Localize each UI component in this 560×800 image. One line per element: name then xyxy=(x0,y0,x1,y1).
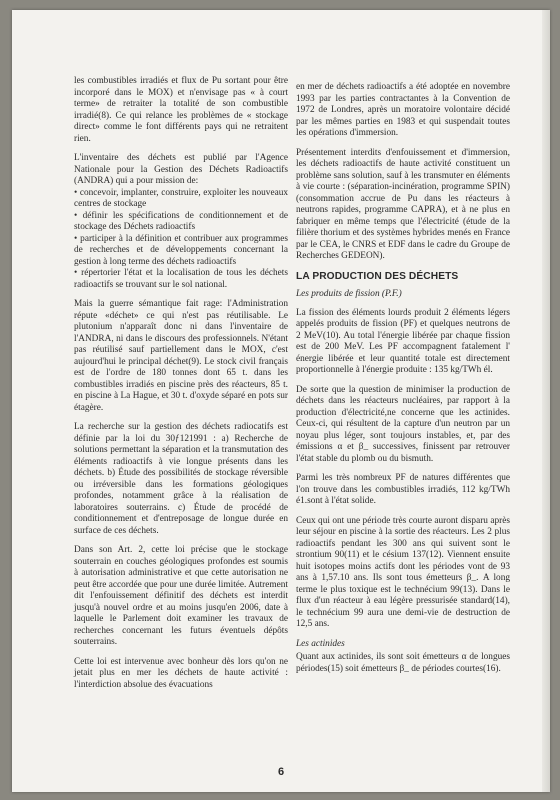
subsection-heading: Les produits de fission (P.F.) xyxy=(296,289,402,299)
paragraph: Cette loi est intervenue avec bonheur dès lors qu'on ne jetait plus en mer les déchets de haute activité : l'interdiction absolue des évacuations xyxy=(74,656,288,690)
list-item: • participer à la définition et contribuer aux programmes de recherches et de développements concernant la gestion à long terme des déchets radioactifs xyxy=(74,233,288,267)
page-number: 6 xyxy=(277,766,285,778)
paragraph: La recherche sur la gestion des déchets radiocatifs est définie par la loi du 30ƒ121991 : a) Recherche de solutions permettant la séparation et la transmutation des éléments radioactifs à vie longue présents dans les déchets. b) Étude des possibilités de stockage réversible ou irréversible dans les formations géologiques profondes, notamment grâce à la réalisation de laboratoires souterrains. c) Étude de procédé de conditionnement et d'entreposage de longue durée en surface de ces déchets. xyxy=(74,422,288,536)
section-heading: LA PRODUCTION DES DÉCHETS xyxy=(296,270,459,282)
paragraph: Mais la guerre sémantique fait rage: l'Administration répute «déchet» ce qui n'est pas réutilisable. Le plutonium n'apparaît donc ni dans l'inventaire de l'ANDRA, ni dans le discours des professionnels. N'étant pas réutilisé sauf partiellement dans le MOX, c'est aujourd'hui le principal déchet(9). Le stock civil français est de l'ordre de 180 tonnes dont 65 t. dans les combustibles irradiés en piscine près des réacteurs, 85 t. en piscine à La Hague, et 30 t. d'oxyde séparé en pots sur étagère. xyxy=(74,299,288,413)
paragraph: Quant aux actinides, ils sont soit émetteurs α de longues périodes(15) soit émetteurs β_ de périodes courtes(16). xyxy=(296,652,510,674)
list-item: • répertorier l'état et la localisation de tous les déchets radioactifs se trouvant sur le sol national. xyxy=(74,268,288,290)
paragraph: De sorte que la question de minimiser la production de déchets dans les réacteurs nucléaires, par rapport à la production d'électricité,ne concerne que les actinides. Ceux-ci, qui résultent de la capture d'un neutron par un noyau plus léger, sont toujours instables, et, par des émissions α et β_ successives, finissent par retrouver l'état stable du plomb ou du bismuth. xyxy=(296,384,510,464)
paragraph: Dans son Art. 2, cette loi précise que le stockage souterrain en couches géologiques profondes est soumis à autorisation administrative et que cette autorisation ne peut être accordée que pour une durée limitée. Autrement dit l'enfouissement définitif des déchets est interdit jusqu'à nouvel ordre et au moins jusqu'en 2006, date à laquelle le Parlement doit examiner les travaux de recherches concernant les futurs éventuels dépôts souterrains. xyxy=(74,545,288,647)
subsection-heading: Les actinides xyxy=(296,638,345,649)
list-item: • concevoir, implanter, construire, exploiter les nouveaux centres de stockage xyxy=(74,187,288,209)
page-edge xyxy=(542,10,550,792)
paragraph: Parmi les très nombreux PF de natures différentes que l'on trouve dans les combustibles irradiés, 112 kg/TWh é1.sont à l'état solide. xyxy=(296,473,510,506)
list-item: • définir les spécifications de conditionnement et de stockage des Déchets radioactifs xyxy=(74,210,288,232)
paragraph: L'inventaire des déchets est publié par l'Agence Nationale pour la Gestion des Déchets Radioactifs (ANDRA) qui a pour mission de: xyxy=(74,153,288,186)
paragraph: Ceux qui ont une période très courte auront disparu après leur séjour en piscine à la sortie des réacteurs. Les 2 plus radioactifs pendant les 300 ans qui suivent sont le strontium 90(11) et le césium 137(12). Viennent ensuite huit isotopes moins actifs dont les périodes vont de 93 ans à 1,57.10 ans. Ils sont tous émetteurs β_. A long terme le plus toxique est le technécium 99(13). Dans le flux d'un réacteur à eau légère pressurisée standard(14), le technécium 99 aura une demi-vie de destruction de 12,5 ans. xyxy=(296,515,510,629)
left-column xyxy=(74,76,288,699)
paragraph: Présentement interdits d'enfouissement et d'immersion, les déchets radioactifs de haute activité constituent un problème sans solution, sauf à les transmuter en éléments à vie courte : (séparation-incinération, programme SPIN) (consommation accrue de Pu dans les réacteurs à neutrons rapides, programme CAPRA), et à ne plus en fabriquer en même temps que l'électricité (étude de la filière thorium et des systèmes hybrides menés en France par le CEA, le CNRS et EDF dans le cadre du Groupe de Recherches GEDEON). xyxy=(296,147,510,261)
paragraph: La fission des éléments lourds produit 2 éléments légers appelés produits de fission (PF) et quelques neutrons de 2 MeV(10). Au total l'énergie libérée par chaque fission est de 200 MeV. Les PF accompagnent fatalement l' énergie libérée et leur quantité totale est directement proportionnelle à l'énergie produite : 135 kg/TWh él. xyxy=(296,307,510,375)
document-page xyxy=(12,10,550,792)
paragraph: en mer de déchets radioactifs a été adoptée en novembre 1993 par les parties contractantes à la Convention de 1972 de Londres, après un moratoire volontaire décidé par les mêmes parties en 1983 et qui suspendait toutes les opérations d'immersion. xyxy=(296,82,510,138)
right-column xyxy=(296,82,510,683)
paragraph: les combustibles irradiés et flux de Pu sortant pour être incorporé dans le MOX) et n'envisage pas « à court terme» de retraiter la totalité de son combustible irradié(8). Ce qui relance les problèmes de « stockage direct» comme le font différents pays qui ne retraitent rien. xyxy=(74,76,288,144)
